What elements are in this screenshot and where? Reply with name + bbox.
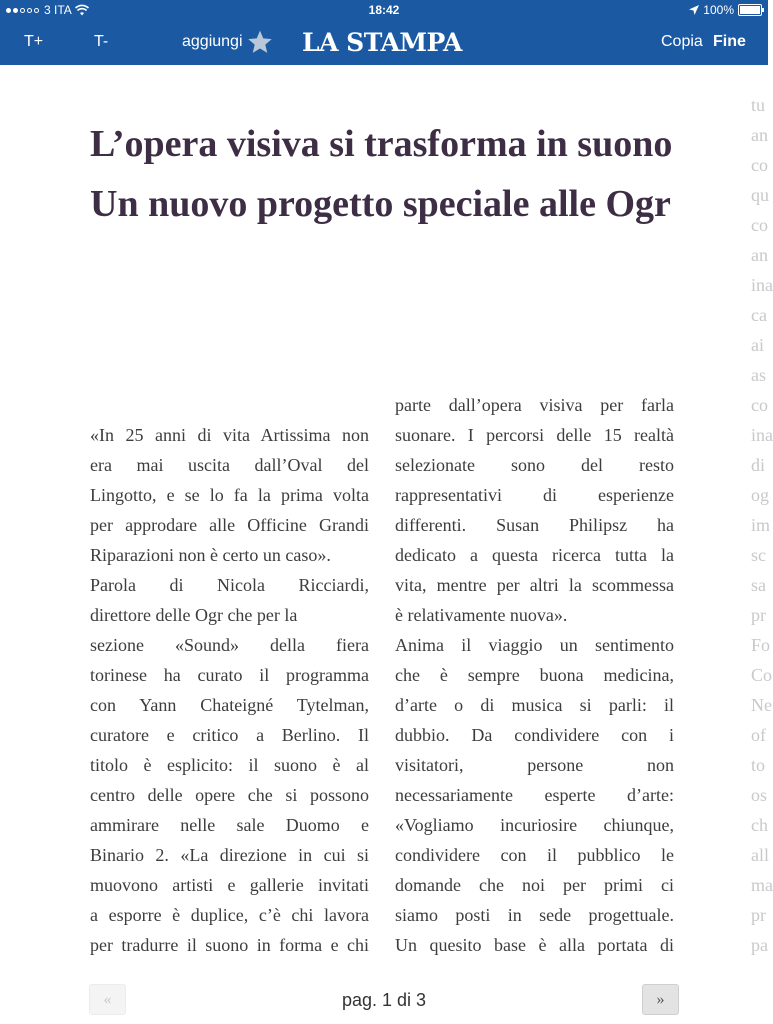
article-text-line: ammirare nelle sale Duomo e <box>90 815 369 835</box>
article-text-line: Anima il viaggio un sentimento <box>395 635 674 655</box>
article-text-line: che è sempre buona medicina, <box>395 665 674 685</box>
article-text-line: «In 25 anni di vita Artissima non <box>90 425 369 445</box>
article-text-line: suonare. I percorsi delle 15 realtà <box>395 425 674 445</box>
preview-line: ma <box>751 875 773 895</box>
preview-line: co <box>751 395 768 415</box>
article-text-line: d’arte o di musica si parli: il <box>395 695 674 715</box>
preview-line: qu <box>751 185 769 205</box>
preview-line: ina <box>751 275 773 295</box>
article-text-line: condividere con il pubblico le <box>395 845 674 865</box>
preview-line: pr <box>751 605 766 625</box>
preview-line: sc <box>751 545 766 565</box>
preview-line: co <box>751 155 768 175</box>
la-stampa-logo: LA STAMPA <box>302 28 462 57</box>
article-text-line: Riparazioni non è certo un caso». <box>90 545 331 565</box>
previous-page-button[interactable]: « <box>89 984 126 1015</box>
preview-line: Ne <box>751 695 772 715</box>
article-text-line: vita, mentre per altri la scommessa <box>395 575 674 595</box>
status-bar <box>0 0 768 20</box>
copy-button[interactable]: Copia <box>661 33 703 50</box>
location-arrow-icon <box>689 5 699 15</box>
article-text-line: dubbio. Da condividere con i <box>395 725 674 745</box>
article-title <box>90 114 710 234</box>
preview-line: to <box>751 755 766 775</box>
article-text-line: è relativamente nuova». <box>395 605 568 625</box>
star-icon <box>247 29 273 55</box>
carrier-label: 3 ITA <box>44 3 72 17</box>
article-title-line: Un nuovo progetto speciale alle Ogr <box>90 183 671 225</box>
article-text-line: siamo posti in sede progettuale. <box>395 905 674 925</box>
preview-line: di <box>751 455 766 475</box>
preview-line: Co <box>751 665 773 685</box>
preview-line: pr <box>751 905 766 925</box>
next-page-button[interactable]: » <box>642 984 679 1015</box>
preview-line: all <box>751 845 769 865</box>
article-text-line: «Vogliamo incuriosire chiunque, <box>395 815 674 835</box>
add-favorite-label: aggiungi <box>182 33 243 50</box>
preview-line: im <box>751 515 771 535</box>
preview-line: an <box>751 245 768 265</box>
preview-line: co <box>751 215 768 235</box>
preview-line: as <box>751 365 766 385</box>
article-text-line: Parola di Nicola Ricciardi, <box>90 575 369 595</box>
article-text-line: rappresentativi di esperienze <box>395 485 674 505</box>
preview-line: of <box>751 725 766 745</box>
article-title-line: L’opera visiva si trasforma in suono <box>90 123 673 165</box>
article-text-line: titolo è esplicito: il suono è al <box>90 755 369 775</box>
article-text-line: centro delle opere che si possono <box>90 785 369 805</box>
preview-line: ch <box>751 815 768 835</box>
preview-line: ai <box>751 335 764 355</box>
pagination <box>0 984 768 1024</box>
article-text-line <box>90 390 369 420</box>
article-text-line: a esporre è duplice, c’è chi lavora <box>90 905 369 925</box>
preview-line: ca <box>751 305 767 325</box>
font-decrease-button[interactable]: T- <box>94 33 109 50</box>
article-text-line: per tradurre il suono in forma e chi <box>90 935 369 955</box>
article-text-line: curatore e critico a Berlino. Il <box>90 725 369 745</box>
article-text-line: necessariamente esperte d’arte: <box>395 785 674 805</box>
next-page-preview <box>751 90 773 960</box>
article-text-line: muovono artisti e gallerie invitati <box>90 875 369 895</box>
preview-line: Fo <box>751 635 771 655</box>
preview-line: os <box>751 785 768 805</box>
article-text-line: era mai uscita dall’Oval del <box>90 455 369 475</box>
article-text-line: per approdare alle Officine Grandi <box>90 515 369 535</box>
article-text-line: parte dall’opera visiva per farla <box>395 395 674 415</box>
battery-fill <box>740 6 760 14</box>
preview-line: tu <box>751 95 766 115</box>
preview-line: pa <box>751 935 768 955</box>
article-text-line: con Yann Chateigné Tytelman, <box>90 695 369 715</box>
article-text-line: direttore delle Ogr che per la <box>90 605 298 625</box>
preview-line: ina <box>751 425 773 445</box>
article-text-line: visitatori, persone non <box>395 755 674 775</box>
done-button[interactable]: Fine <box>713 33 746 50</box>
article-text-line: Lingotto, e se lo fa la prima volta <box>90 485 369 505</box>
article-text-line: differenti. Susan Philipsz ha <box>395 515 674 535</box>
article-text-line: torinese ha curato il programma <box>90 665 369 685</box>
battery-icon <box>738 4 762 16</box>
status-right <box>689 3 762 17</box>
preview-line: sa <box>751 575 766 595</box>
battery-percent: 100% <box>703 3 734 17</box>
article-text-line: domande che noi per primi ci <box>395 875 674 895</box>
article-column-1 <box>90 390 369 960</box>
preview-line: og <box>751 485 769 505</box>
article-text-line: selezionate sono del resto <box>395 455 674 475</box>
page-indicator: pag. 1 di 3 <box>341 990 427 1010</box>
article-text-line: Binario 2. «La direzione in cui si <box>90 845 369 865</box>
article-text-line: dedicato a questa ricerca tutta la <box>395 545 674 565</box>
preview-line: an <box>751 125 768 145</box>
add-favorite-button[interactable] <box>182 29 273 55</box>
status-time: 18:42 <box>368 3 400 17</box>
font-increase-button[interactable]: T+ <box>24 33 44 50</box>
article-column-2 <box>395 390 674 960</box>
article-text-line: Un quesito base è alla portata di <box>395 935 674 955</box>
article-text-line: sezione «Sound» della fiera <box>90 635 369 655</box>
toolbar <box>0 20 768 65</box>
